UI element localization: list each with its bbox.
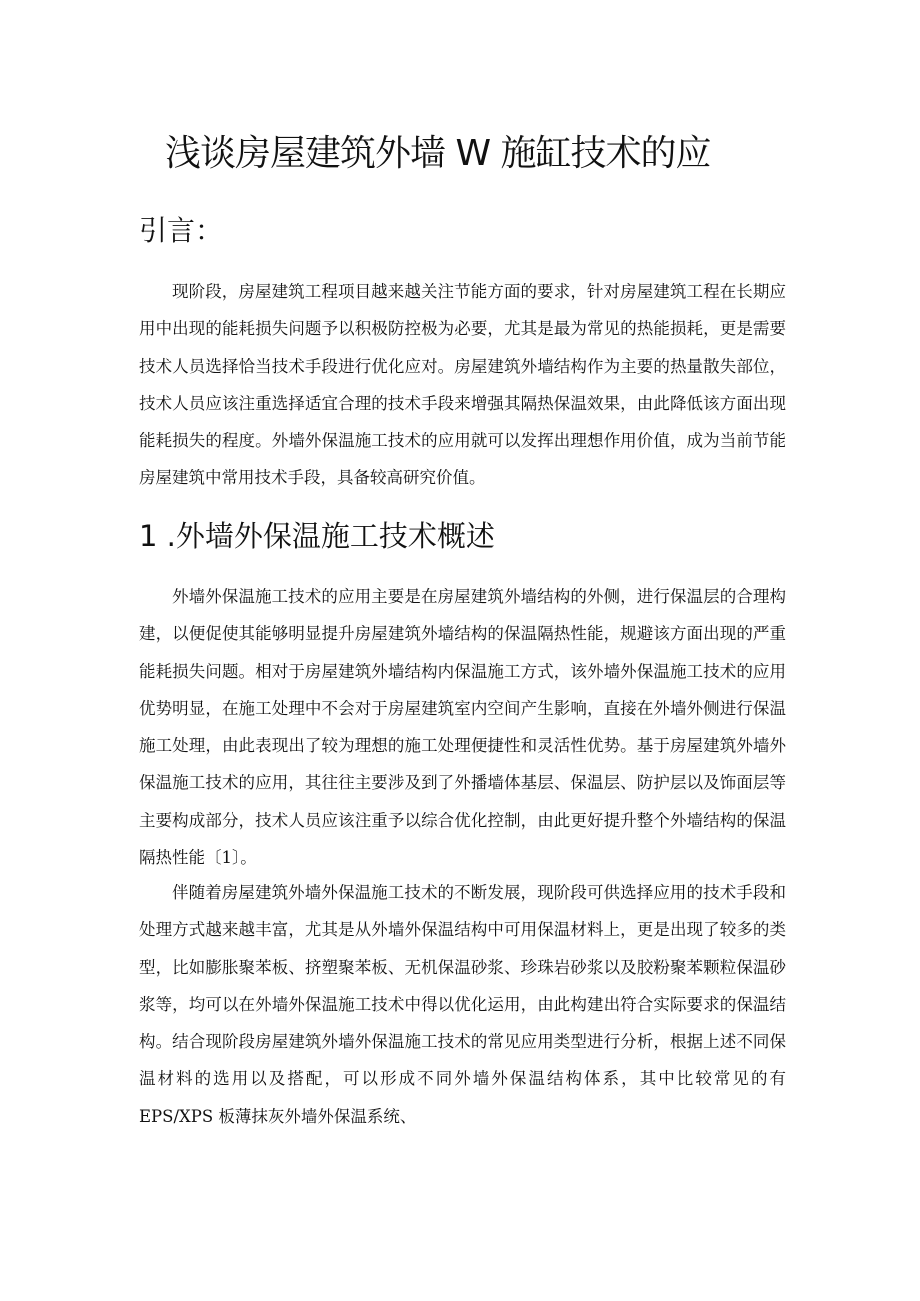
intro-heading: 引言： [139,214,224,247]
paragraph-intro: 现阶段，房屋建筑工程项目越来越关注节能方面的要求，针对房屋建筑工程在长期应用中出现的能耗损失问题予以积极防控极为必要，尤其是最为常见的热能损耗，更是需要技术人员选择恰当技术手段进行优化应对。房屋建筑外墙结构作为主要的热量散失部位，技术人员应该注重选择适宜合理的技术手段来增强其隔热保温效果，由此降低该方面出现能耗损失的程度。外墙外保温施工技术的应用就可以发挥出理想作用价值，成为当前节能房屋建筑中常用技术手段，具备较高研究价值。 [139,282,786,488]
paragraph-section1-b: 伴随着房屋建筑外墙外保温施工技术的不断发展，现阶段可供选择应用的技术手段和处理方式越来越丰富，尤其是从外墙外保温结构中可用保温材料上，更是出现了较多的类型，比如膨胀聚苯板、挤塑聚苯板、无机保温砂浆、珍珠岩砂浆以及胶粉聚苯颗粒保温砂浆等，均可以在外墙外保温施工技术中得以优化运用，由此构建出符合实际要求的保温结构。结合现阶段房屋建筑外墙外保温施工技术的常见应用类型进行分析，根据上述不同保温材料的选用以及搭配，可以形成不同外墙外保温结构体系，其中比较常见的有EPS/XPS 板薄抹灰外墙外保温系统、 [139,883,786,1126]
paragraph-section1-a: 外墙外保温施工技术的应用主要是在房屋建筑外墙结构的外侧，进行保温层的合理构建，以便促使其能够明显提升房屋建筑外墙结构的保温隔热性能，规避该方面出现的严重能耗损失问题。相对于房屋建筑外墙结构内保温施工方式，该外墙外保温施工技术的应用优势明显，在施工处理中不会对于房屋建筑室内空间产生影响，直接在外墙外侧进行保温施工处理，由此表现出了较为理想的施工处理便捷性和灵活性优势。基于房屋建筑外墙外保温施工技术的应用，其往往主要涉及到了外播墙体基层、保温层、防护层以及饰面层等主要构成部分，技术人员应该注重予以综合优化控制，由此更好提升整个外墙结构的保温隔热性能〔1〕。 [139,587,786,868]
section-1-heading: 1 .外墙外保温施工技术概述 [139,519,495,553]
document-title: 浅谈房屋建筑外墙 W 施缸技术的应 [165,133,711,174]
